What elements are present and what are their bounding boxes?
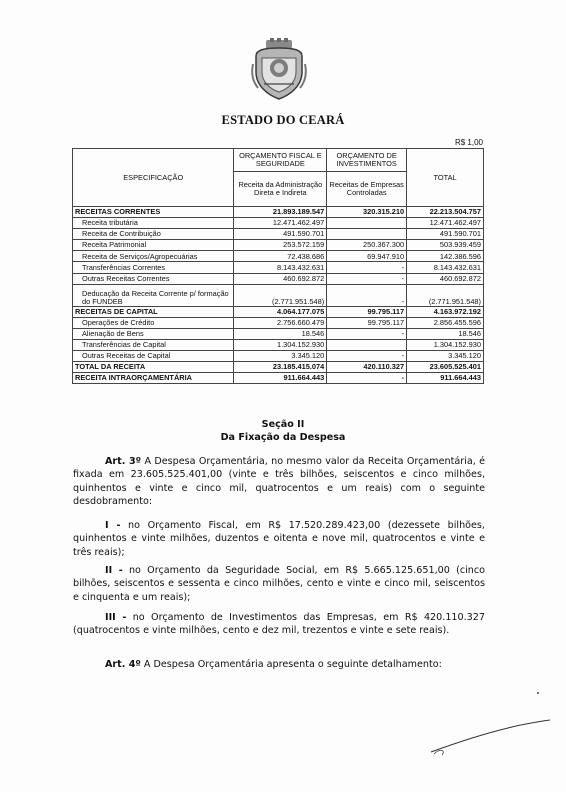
row-total-value: 3.345.120 (407, 351, 484, 362)
table-row (73, 373, 484, 384)
item2-text: no Orçamento da Seguridade Social, em R$ 5.665.125.651,00 (cinco bilhões, seiscentos e sessenta e cinco milhões, cento e vinte e cinco mil, seiscentos e cinquenta e um reais); (73, 565, 486, 603)
row-label: Receita de Serviços/Agropecuárias (73, 251, 234, 262)
row-label: RECEITAS CORRENTES (73, 207, 234, 218)
table-row (73, 207, 484, 218)
row-invest-value: - (327, 328, 407, 339)
row-fiscal-value: 1.304.152.930 (234, 339, 327, 350)
row-total-value: 8.143.432.631 (407, 262, 484, 273)
header-orcamento-fiscal: ORÇAMENTO FISCAL E SEGURIDADE (234, 149, 327, 172)
revenue-table (72, 148, 484, 384)
header-total: TOTAL (407, 149, 484, 207)
item1-text: no Orçamento Fiscal, em R$ 17.520.289.423,00 (dezessete bilhões, quinhentos e vinte milhões, duzentos e oitenta e nove mil, quatrocentos e vinte e três reais); (73, 520, 485, 558)
row-invest-value: - (327, 373, 407, 384)
row-invest-value: - (327, 273, 407, 284)
row-fiscal-value: 72.438.686 (234, 251, 327, 262)
row-total-value: 142.386.596 (407, 251, 484, 262)
table-row (73, 262, 484, 273)
subheader-investimentos: Receitas de Empresas Controladas (327, 172, 407, 207)
table-header-row (73, 149, 484, 172)
row-fiscal-value: 2.756.660.479 (234, 317, 327, 328)
row-fiscal-value: 911.664.443 (234, 373, 327, 384)
row-total-value: 12.471.462.497 (407, 218, 484, 229)
table-row (73, 218, 484, 229)
row-invest-value (327, 218, 407, 229)
art3-text: A Despesa Orçamentária, no mesmo valor da Receita Orçamentária, é fixada em 23.605.525.401,00 (vinte e três bilhões, seiscentos e cinco milhões, quinhentos e vinte e cinco mil, quatrocentos e um reais) com o seguinte desdobramento: (73, 456, 485, 507)
table-body (73, 207, 484, 384)
row-total-value: 18.546 (407, 328, 484, 339)
signature-icon (428, 712, 553, 757)
row-fiscal-value: 18.546 (234, 328, 327, 339)
row-total-value: (2.771.951.548) (407, 284, 484, 306)
row-invest-value: - (327, 351, 407, 362)
paragraph-art4 (73, 658, 485, 671)
row-fiscal-value: 8.143.432.631 (234, 262, 327, 273)
item3-text: no Orçamento de Investimentos das Empresas, em R$ 420.110.327 (quatrocentos e vinte milhões, cento e dez mil, trezentos e vinte e sete reais). (73, 612, 485, 637)
row-label: Receita tributária (73, 218, 234, 229)
row-label: Receita de Contribuição (73, 229, 234, 240)
header-orcamento-investimentos: ORÇAMENTO DE INVESTIMENTOS (327, 149, 407, 172)
subheader-fiscal: Receita da Administração Direta e Indireta (234, 172, 327, 207)
row-label: RECEITA INTRAORÇAMENTÁRIA (73, 373, 234, 384)
row-invest-value: - (327, 262, 407, 273)
row-invest-value: - (327, 284, 407, 306)
header-especificacao: ESPECIFICAÇÃO (73, 149, 234, 207)
row-fiscal-value: 253.572.159 (234, 240, 327, 251)
row-label: Receita Patrimonial (73, 240, 234, 251)
row-invest-value: 250.367.300 (327, 240, 407, 251)
art4-text: A Despesa Orçamentária apresenta o seguinte detalhamento: (140, 659, 442, 670)
paragraph-item2 (73, 564, 485, 604)
table-row (73, 351, 484, 362)
row-total-value: 22.213.504.757 (407, 207, 484, 218)
row-total-value: 4.163.972.192 (407, 306, 484, 317)
table-row (73, 229, 484, 240)
row-fiscal-value: 491.590.701 (234, 229, 327, 240)
paragraph-item3 (73, 611, 485, 638)
row-label: TOTAL DA RECEITA (73, 362, 234, 373)
row-invest-value: 99.795.117 (327, 317, 407, 328)
row-fiscal-value: 12.471.462.497 (234, 218, 327, 229)
row-label: Transferências Correntes (73, 262, 234, 273)
row-total-value: 2.856.455.596 (407, 317, 484, 328)
table-row (73, 339, 484, 350)
art4-label: Art. 4º (105, 659, 141, 670)
row-label: Alienação de Bens (73, 328, 234, 339)
row-invest-value: 99.795.117 (327, 306, 407, 317)
row-total-value: 491.590.701 (407, 229, 484, 240)
item3-label: III - (105, 612, 127, 623)
row-label: RECEITAS DE CAPITAL (73, 306, 234, 317)
row-invest-value (327, 339, 407, 350)
row-fiscal-value: 3.345.120 (234, 351, 327, 362)
table-row (73, 284, 484, 306)
item2-label: II - (105, 565, 123, 576)
state-title: ESTADO DO CEARÁ (221, 113, 345, 127)
section-heading: Seção II (261, 419, 305, 430)
row-invest-value: 69.947.910 (327, 251, 407, 262)
coat-of-arms-icon (250, 38, 308, 100)
scan-speck (537, 692, 539, 694)
paragraph-item1 (73, 519, 485, 559)
paragraph-art3 (73, 455, 485, 508)
art3-label: Art. 3º (105, 456, 142, 467)
row-fiscal-value: (2.771.951.548) (234, 284, 327, 306)
item1-label: I - (105, 520, 121, 531)
row-total-value: 911.664.443 (407, 373, 484, 384)
row-invest-value: 320.315.210 (327, 207, 407, 218)
table-row (73, 306, 484, 317)
row-total-value: 503.939.459 (407, 240, 484, 251)
row-fiscal-value: 23.185.415.074 (234, 362, 327, 373)
table-row (73, 362, 484, 373)
table-row (73, 251, 484, 262)
currency-unit: R$ 1,00 (454, 138, 483, 147)
table-row (73, 240, 484, 251)
row-label: Transferências de Capital (73, 339, 234, 350)
row-total-value: 23.605.525.401 (407, 362, 484, 373)
row-invest-value (327, 229, 407, 240)
table-row (73, 328, 484, 339)
row-label: Outras Receitas de Capital (73, 351, 234, 362)
row-label: Deducação da Receita Corrente p/ formação do FUNDEB (73, 284, 234, 306)
table-row (73, 317, 484, 328)
row-fiscal-value: 460.692.872 (234, 273, 327, 284)
row-total-value: 460.692.872 (407, 273, 484, 284)
row-fiscal-value: 21.893.189.547 (234, 207, 327, 218)
table-row (73, 273, 484, 284)
section-subheading: Da Fixação da Despesa (220, 432, 346, 443)
row-invest-value: 420.110.327 (327, 362, 407, 373)
row-label: Outras Receitas Correntes (73, 273, 234, 284)
row-label: Operações de Crédito (73, 317, 234, 328)
row-fiscal-value: 4.064.177.075 (234, 306, 327, 317)
row-total-value: 1.304.152.930 (407, 339, 484, 350)
